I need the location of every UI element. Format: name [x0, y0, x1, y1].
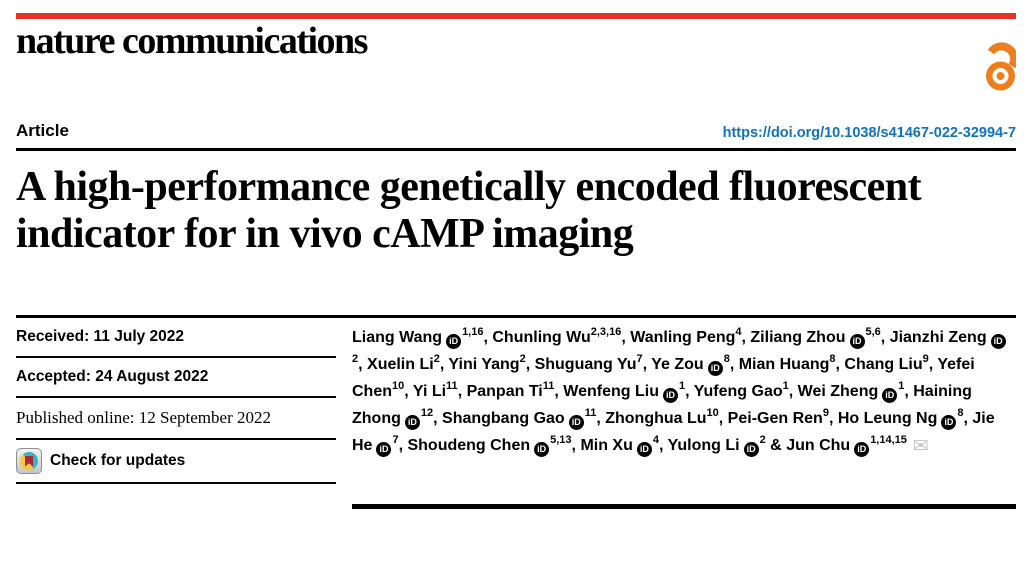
affiliation-superscript: 8 — [723, 353, 730, 365]
author: Ho Leung Ng $iD^8$, — [838, 410, 973, 427]
affiliation-superscript: 10 — [392, 380, 405, 392]
email-icon[interactable]: ✉ — [912, 435, 929, 457]
author: Mian Huang$^8$, — [738, 353, 845, 373]
orcid-icon[interactable]: iD — [534, 442, 549, 457]
affiliation-superscript: 1 — [782, 380, 789, 392]
orcid-icon[interactable]: iD — [850, 334, 865, 349]
orcid-icon[interactable]: iD — [991, 334, 1006, 349]
affiliation-superscript: 1 — [898, 380, 905, 392]
affiliation-superscript: 4 — [652, 434, 659, 446]
affiliation-superscript: 7 — [636, 353, 643, 365]
affiliation-superscript: 9 — [922, 353, 929, 365]
masthead — [16, 19, 1016, 95]
affiliation-superscript: 2,3,16 — [590, 326, 622, 338]
author: Yefei Chen$^{10}$, — [352, 356, 975, 400]
author: Jun Chu iD$^{1,14,15}$ ✉ — [786, 434, 929, 457]
author: Xuelin Li$^2$, — [367, 353, 449, 373]
affiliation-superscript: 2 — [433, 353, 440, 365]
author: Yulong Li $iD^2$ & — [668, 437, 787, 454]
author: Haining Zhong $iD^{12}$, — [352, 383, 972, 427]
affiliation-superscript: 11 — [542, 380, 555, 392]
author: Wenfeng Liu $iD^1$, — [563, 383, 693, 400]
affiliation-superscript: 12 — [420, 407, 434, 419]
orcid-icon[interactable]: iD — [637, 442, 652, 457]
affiliation-superscript: 1,14,15 — [870, 434, 907, 446]
author: Ziliang Zhou iD$^{5,6}$, — [750, 329, 889, 346]
author: Liang Wang iD$^{1,16}$, — [352, 329, 492, 346]
published-date: Published online: 12 September 2022 — [16, 398, 336, 440]
journal-logo: nature communications — [16, 20, 367, 62]
author: Jianzhi Zeng $iD^2$, — [352, 329, 1007, 373]
orcid-icon[interactable]: iD — [569, 415, 584, 430]
affiliation-superscript: 5,6 — [865, 326, 881, 338]
author: Yufeng Gao$^1$, — [693, 380, 798, 400]
author: Wanling Peng$^4$, — [630, 326, 751, 346]
author: Pei-Gen Ren$^9$, — [727, 407, 838, 427]
doi-link[interactable]: https://doi.org/10.1038/s41467-022-32994-7 — [722, 125, 1016, 141]
author: Jie He $iD^7$, — [352, 410, 995, 454]
orcid-icon[interactable]: iD — [854, 442, 869, 457]
author: Min Xu $iD^4$, — [580, 437, 667, 454]
orcid-icon[interactable]: iD — [882, 388, 897, 403]
orcid-icon[interactable]: iD — [744, 442, 759, 457]
crossmark-icon — [16, 448, 42, 474]
author: Shuguang Yu$^7$, — [534, 353, 652, 373]
orcid-icon[interactable]: iD — [663, 388, 678, 403]
affiliation-superscript: 8 — [829, 353, 836, 365]
author: Shoudeng Chen iD$^{5,13}$, — [407, 437, 580, 454]
open-access-icon[interactable] — [985, 25, 1016, 100]
check-for-updates-button[interactable] — [16, 440, 336, 484]
author: Zhonghua Lu$^{10}$, — [605, 407, 728, 427]
affiliation-superscript: 11 — [584, 407, 597, 419]
affiliation-superscript: 5,13 — [550, 434, 572, 446]
author: Chang Liu$^9$, — [844, 353, 938, 373]
affiliation-superscript: 4 — [735, 326, 742, 338]
author: Panpan Ti$^{11}$, — [466, 380, 564, 400]
author: Yini Yang$^2$, — [448, 353, 535, 373]
accepted-date: Accepted: 24 August 2022 — [16, 358, 336, 398]
author-list — [352, 318, 1016, 509]
article-header-page — [0, 13, 1032, 509]
author: Ye Zou $iD^8$, — [651, 356, 738, 373]
affiliation-superscript: 2 — [352, 353, 359, 365]
author: Chunling Wu$^{2,3,16}$, — [492, 326, 631, 346]
received-date: Received: 11 July 2022 — [16, 318, 336, 358]
article-type-label: Article — [16, 121, 69, 140]
timeline-column — [16, 318, 336, 484]
orcid-icon[interactable]: iD — [708, 361, 723, 376]
affiliation-superscript: 10 — [706, 407, 719, 419]
author: Yi Li$^{11}$, — [412, 380, 467, 400]
check-for-updates-label: Check for updates — [50, 452, 186, 469]
author: Wei Zheng $iD^1$, — [798, 383, 914, 400]
affiliation-superscript: 2 — [759, 434, 766, 446]
affiliation-superscript: 9 — [822, 407, 829, 419]
affiliation-superscript: 1,16 — [462, 326, 484, 338]
affiliation-superscript: 8 — [957, 407, 964, 419]
affiliation-superscript: 11 — [446, 380, 458, 392]
author: Shangbang Gao $iD^{11}$, — [442, 410, 605, 427]
affiliation-superscript: 1 — [678, 380, 686, 392]
info-section — [16, 315, 1016, 509]
orcid-icon[interactable]: iD — [405, 415, 420, 430]
orcid-icon[interactable]: iD — [376, 442, 391, 457]
orcid-icon[interactable]: iD — [941, 415, 956, 430]
affiliation-superscript: 2 — [519, 353, 526, 365]
orcid-icon[interactable]: iD — [446, 334, 461, 349]
article-title: A high-performance genetically encoded fluorescent indicator for in vivo cAMP imaging — [16, 164, 922, 257]
article-type-row — [16, 121, 1016, 151]
affiliation-superscript: 7 — [392, 434, 399, 446]
